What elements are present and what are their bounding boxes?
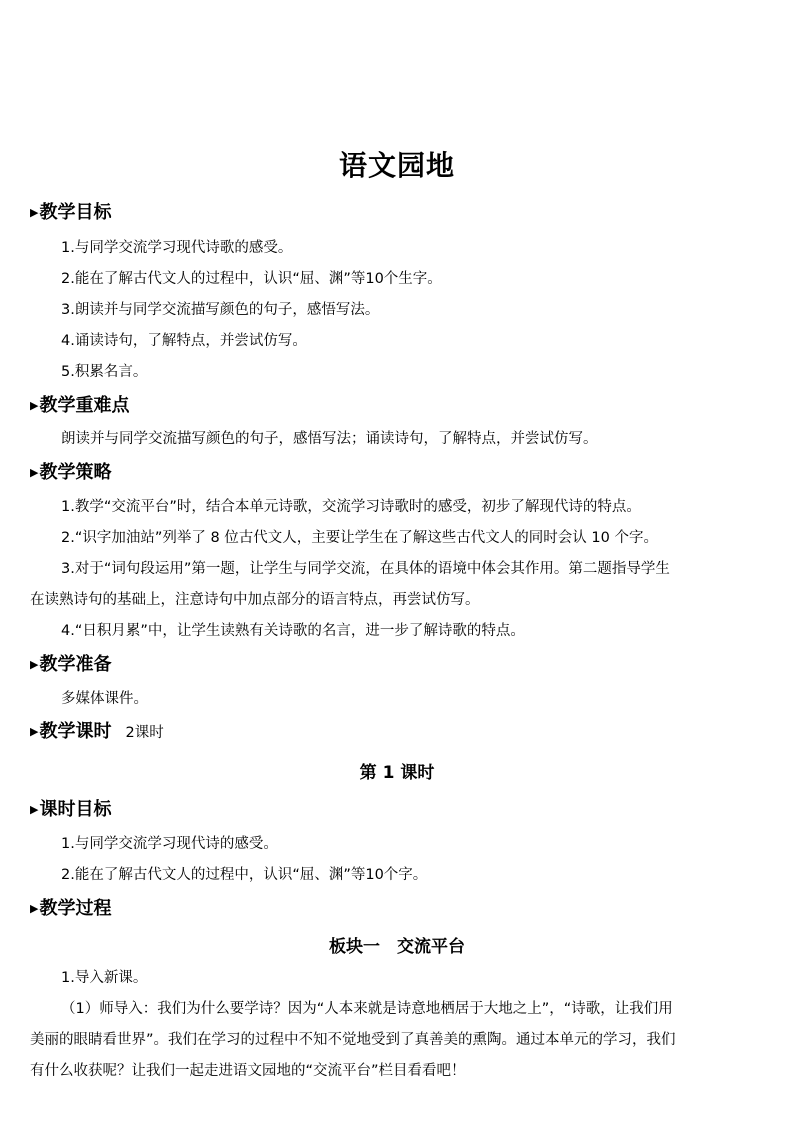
triangle-bullet-icon: ▶	[30, 658, 39, 671]
triangle-bullet-icon: ▶	[30, 803, 39, 816]
goal-item: 5.积累名言。	[61, 364, 148, 380]
goal-item: 2.能在了解古代文人的过程中，认识“屈、渊”等10个生字。	[61, 271, 442, 287]
heading-hours: ▶教学课时 2课时	[30, 719, 164, 745]
process-step-continued: 有什么收获呢？让我们一起走进语文园地的“交流平台”栏目看看吧！	[30, 1063, 466, 1079]
lesson-title: 第 1 课时	[359, 763, 435, 783]
hours-value: 2课时	[125, 725, 164, 741]
lesson-goal-item: 2.能在了解古代文人的过程中，认识“屈、渊”等10个字。	[61, 867, 428, 883]
key-points-text: 朗读并与同学交流描写颜色的句子，感悟写法；诵读诗句，了解特点，并尝试仿写。	[61, 431, 598, 447]
process-step: 1.导入新课。	[61, 970, 148, 986]
triangle-bullet-icon: ▶	[30, 206, 39, 219]
heading-strategy: ▶教学策略	[30, 460, 111, 486]
process-step: （1）师导入：我们为什么要学诗？因为“人本来就是诗意地栖居于大地之上”，“诗歌，让我们用	[61, 1001, 673, 1017]
heading-process: ▶教学过程	[30, 896, 111, 922]
heading-key-points: ▶教学重难点	[30, 393, 129, 419]
block-title: 板块一 交流平台	[329, 937, 465, 957]
triangle-bullet-icon: ▶	[30, 466, 39, 479]
triangle-bullet-icon: ▶	[30, 725, 39, 738]
goal-item: 1.与同学交流学习现代诗歌的感受。	[61, 240, 293, 256]
process-step-continued: 美丽的眼睛看世界”。我们在学习的过程中不知不觉地受到了真善美的熏陶。通过本单元的学习，我们	[30, 1032, 676, 1048]
strategy-item: 2.“识字加油站”列举了 8 位古代文人，主要让学生在了解这些古代文人的同时会认 10 个字。	[61, 530, 658, 546]
lesson-goal-item: 1.与同学交流学习现代诗的感受。	[61, 836, 278, 852]
goal-item: 4.诵读诗句，了解特点，并尝试仿写。	[61, 333, 307, 349]
strategy-item: 1.教学“交流平台”时，结合本单元诗歌，交流学习诗歌时的感受，初步了解现代诗的特点。	[61, 499, 641, 515]
goal-item: 3.朗读并与同学交流描写颜色的句子，感悟写法。	[61, 302, 380, 318]
page-title: 语文园地	[338, 149, 455, 182]
triangle-bullet-icon: ▶	[30, 902, 39, 915]
heading-lesson-goals: ▶课时目标	[30, 797, 111, 823]
strategy-item: 3.对于“词句段运用”第一题，让学生与同学交流，在具体的语境中体会其作用。第二题指导学生	[61, 561, 670, 577]
preparation-text: 多媒体课件。	[61, 691, 148, 707]
heading-preparation: ▶教学准备	[30, 652, 111, 678]
heading-teaching-goals: ▶教学目标	[30, 200, 111, 226]
strategy-item: 4.“日积月累”中，让学生读熟有关诗歌的名言，进一步了解诗歌的特点。	[61, 623, 525, 639]
strategy-item-continued: 在读熟诗句的基础上，注意诗句中加点部分的语言特点，再尝试仿写。	[30, 592, 480, 608]
triangle-bullet-icon: ▶	[30, 399, 39, 412]
